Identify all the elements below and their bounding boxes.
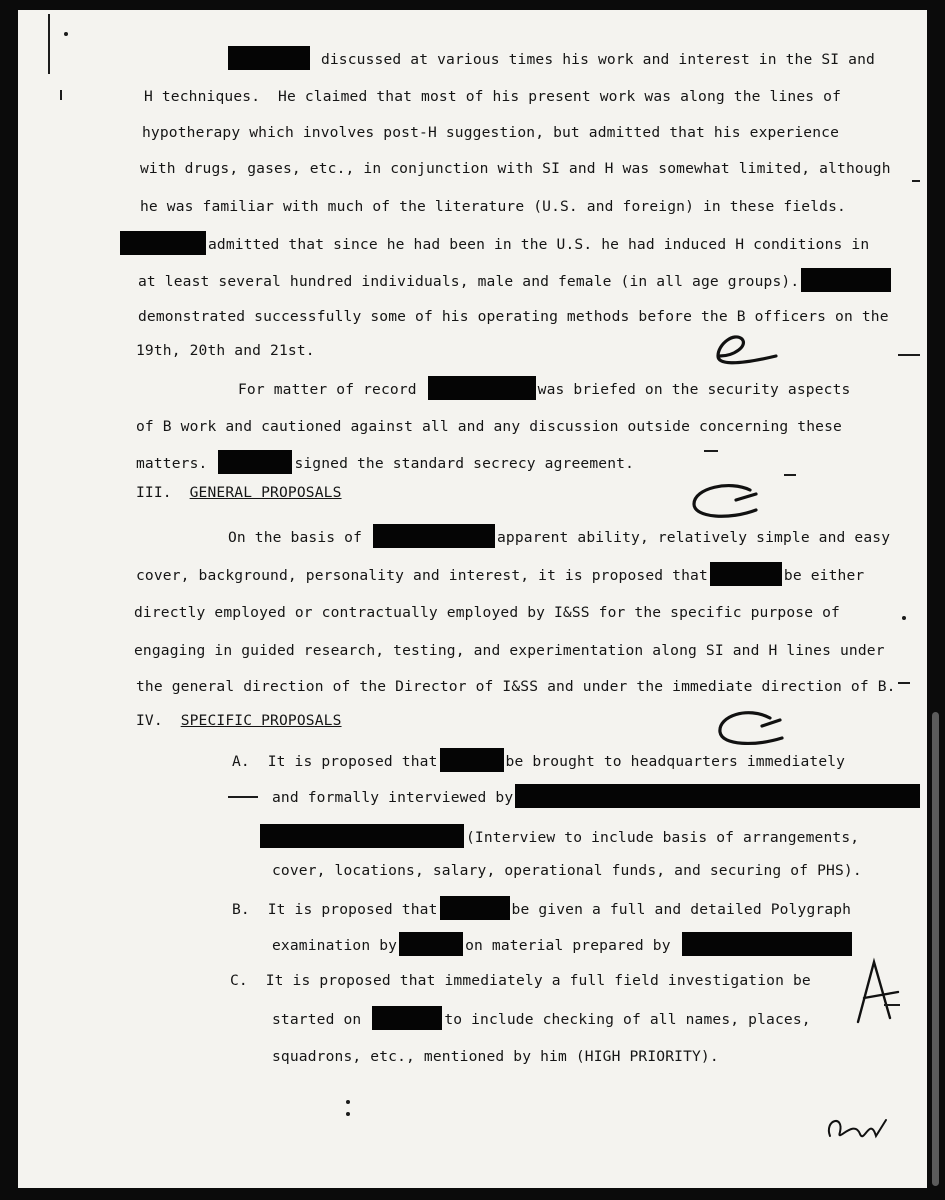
scan-artifact [346, 1100, 350, 1104]
text-line: directly employed or contractually employed by I&SS for the specific purpose of [134, 604, 840, 621]
line-text: at least several hundred individuals, male and female (in all age groups). [138, 273, 800, 290]
handwritten-mark [718, 337, 776, 363]
line-text: It is proposed that immediately a full field investigation be [265, 972, 811, 989]
line-text: examination by [272, 937, 398, 954]
line-text: and formally interviewed by [272, 789, 514, 806]
item-letter: B. [232, 901, 250, 918]
scan-artifact [912, 180, 920, 182]
section-title: GENERAL PROPOSALS [189, 484, 342, 501]
line-text: It is proposed that [267, 901, 438, 918]
handwritten-annotations [18, 10, 927, 1188]
section-title: SPECIFIC PROPOSALS [180, 712, 342, 729]
line-text: matters. [136, 455, 208, 472]
section-number: III. [136, 484, 172, 501]
text-line: squadrons, etc., mentioned by him (HIGH PRIORITY). [272, 1048, 719, 1065]
handwritten-mark [829, 1120, 886, 1136]
scan-artifact [346, 1112, 350, 1116]
item-letter: C. [230, 972, 248, 989]
line-text: On the basis of [228, 529, 363, 546]
line-text: to include checking of all names, places, [444, 1011, 811, 1028]
scan-artifact [48, 14, 50, 74]
line-text: was briefed on the security aspects [537, 381, 851, 398]
scan-artifact [898, 354, 920, 356]
text-line: of B work and cautioned against all and any discussion outside concerning these [136, 418, 842, 435]
text-line: H techniques. He claimed that most of his present work was along the lines of [144, 88, 842, 105]
line-text: For matter of record [238, 381, 417, 398]
item-letter: A. [232, 753, 250, 770]
line-text: signed the standard secrecy agreement. [294, 455, 635, 472]
scan-artifact [884, 1004, 900, 1006]
line-text: on material prepared by [465, 937, 671, 954]
text-line: with drugs, gases, etc., in conjunction with SI and H was somewhat limited, although [140, 160, 891, 177]
scan-artifact [228, 796, 258, 798]
handwritten-mark [720, 713, 782, 744]
text-line: cover, locations, salary, operational funds, and securing of PHS). [272, 862, 862, 879]
handwritten-mark [858, 962, 898, 1022]
line-text: be given a full and detailed Polygraph [511, 901, 852, 918]
handwritten-mark [694, 486, 756, 517]
text-line: demonstrated successfully some of his operating methods before the B officers on the [138, 308, 889, 325]
line-text: be either [783, 567, 865, 584]
scan-artifact [784, 474, 796, 476]
line-text: be brought to headquarters immediately [505, 753, 846, 770]
scan-artifact [704, 450, 718, 452]
text-line: 19th, 20th and 21st. [136, 342, 315, 359]
line-text: started on [272, 1011, 362, 1028]
text-line: the general direction of the Director of I&SS and under the immediate direction of B. [136, 678, 896, 695]
line-text: apparent ability, relatively simple and easy [496, 529, 891, 546]
line-text: (Interview to include basis of arrangements, [466, 829, 860, 846]
document-page [18, 10, 927, 1188]
line-text: It is proposed that [267, 753, 438, 770]
text-line: he was familiar with much of the literature (U.S. and foreign) in these fields. [140, 198, 846, 215]
line-text: admitted that since he had been in the U.S. he had induced H conditions in [208, 236, 870, 253]
scan-artifact [64, 32, 68, 36]
scan-artifact [60, 90, 62, 100]
text-line: hypotherapy which involves post-H suggestion, but admitted that his experience [142, 124, 840, 141]
line-text: cover, background, personality and interest, it is proposed that [136, 567, 708, 584]
section-number: IV. [136, 712, 163, 729]
line-text: discussed at various times his work and interest in the SI and [320, 51, 875, 68]
scan-artifact [902, 616, 906, 620]
scan-artifact [898, 682, 910, 684]
scrollbar-thumb[interactable] [932, 712, 939, 1186]
text-line: engaging in guided research, testing, and experimentation along SI and H lines under [134, 642, 885, 659]
